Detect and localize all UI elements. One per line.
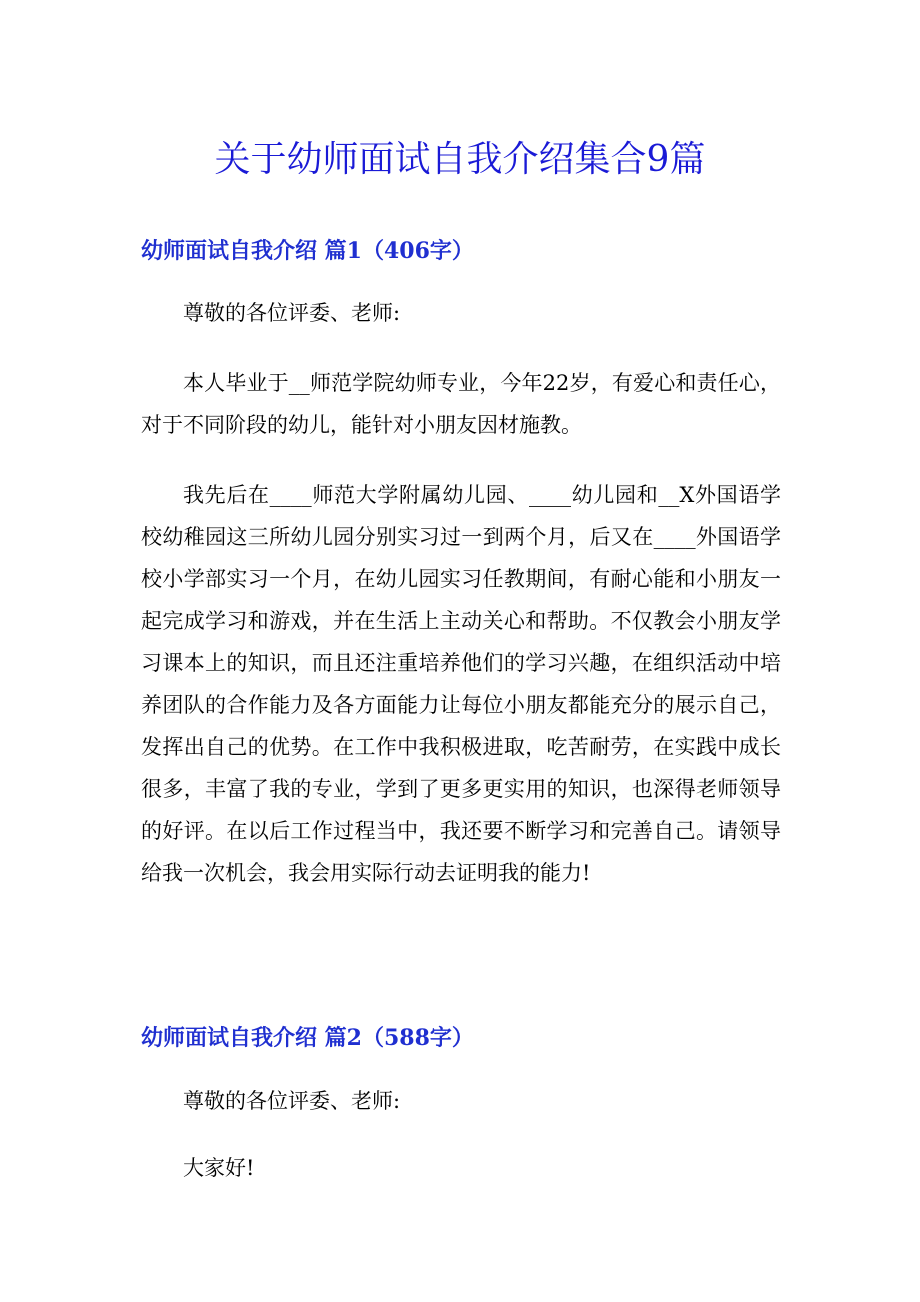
section-1-salutation: 尊敬的各位评委、老师: bbox=[183, 301, 401, 325]
section-1-paragraph-experience: 我先后在____师范大学附属幼儿园、____幼儿园和__X外国语学校幼稚园这三所幼儿园分别实习过一到两个月，后又在____外国语学校小学部实习一个月，在幼儿园实习任教期间，有耐心能和小朋友一起完成学习和游戏，并在生活上主动关心和帮助。不仅教会小朋友学习课本上的知识，而且还注重培养他们的学习兴趣，在组织活动中培养团队的合作能力及各方面能力让每位小朋友都能充分的展示自己，发挥出自己的优势。在工作中我积极进取，吃苦耐劳，在实践中成长很多，丰富了我的专业，学到了更多更实用的知识，也深得老师领导的好评。在以后工作过程当中，我还要不断学习和完善自己。请领导给我一次机会，我会用实际行动去证明我的能力! bbox=[141, 483, 781, 885]
section-heading-2: 幼师面试自我介绍 篇2（588字） bbox=[141, 1025, 474, 1051]
section-1-paragraph-education: 本人毕业于__师范学院幼师专业，今年22岁，有爱心和责任心，对于不同阶段的幼儿，能针对小朋友因材施教。 bbox=[141, 371, 781, 437]
document-title: 关于幼师面试自我介绍集合9篇 bbox=[214, 139, 706, 180]
section-2-greeting: 大家好! bbox=[183, 1156, 255, 1180]
section-2-salutation: 尊敬的各位评委、老师: bbox=[183, 1089, 401, 1113]
section-heading-1: 幼师面试自我介绍 篇1（406字） bbox=[141, 238, 474, 264]
